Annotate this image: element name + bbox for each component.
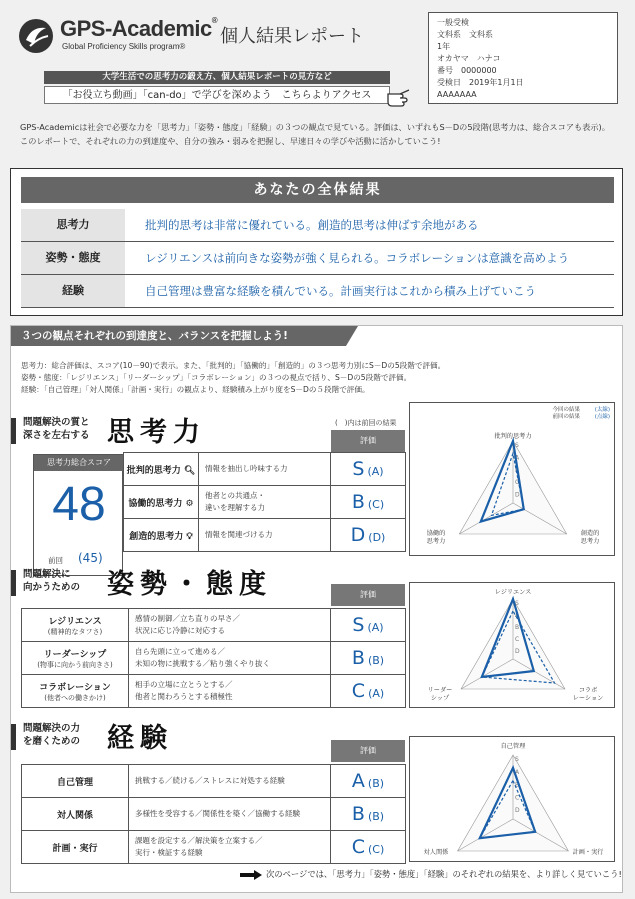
skill-grade: C (C) <box>331 831 406 864</box>
intro-line: このレポートで、それぞれの力の到達度や、自分の強み・弱みを把握し、早速日々の学びや活動に活かしていこう! <box>20 136 441 146</box>
radar-svg <box>410 737 616 863</box>
skill-description: 他者との共通点・ 違いを理解する力 <box>199 486 331 519</box>
details-desc: 経験：「自己管理」「対人関係」「計画・実行」の観点より、経験積み上がり度をS－Dの５段階で評価。 <box>21 385 370 394</box>
skill-description: 多様性を受容する／関係性を築く／協働する経験 <box>129 798 331 831</box>
skill-name: 創造的思考力 💡︎ <box>124 519 199 552</box>
skill-grade: S (A) <box>331 609 406 642</box>
radar-scale-label: S <box>515 756 519 763</box>
attitude-skills-table <box>21 608 406 708</box>
overall-row-label: 経験 <box>21 275 125 307</box>
details-title: ３つの観点それぞれの到達度と、バランスを把握しよう! <box>11 326 346 346</box>
gear-icon: ⚙ <box>185 498 194 509</box>
radar-scale-label: A <box>515 768 520 776</box>
attitude-caption: 問題解決に 向かうための <box>23 569 81 593</box>
student-info-line: 番号 0000000 <box>437 66 497 75</box>
skill-name: 自己管理 <box>22 765 129 798</box>
table-row <box>22 831 406 864</box>
attitude-radar-chart <box>409 582 615 708</box>
skill-grade: B (B) <box>331 642 406 675</box>
student-info-line: 1年 <box>437 42 451 51</box>
overall-results-title: あなたの全体結果 <box>21 177 614 203</box>
thinking-total-score: 48 <box>52 478 106 531</box>
eval-column-header: 評価 <box>331 584 405 606</box>
student-info-line: 受検日 2019年1月1日 <box>437 78 524 87</box>
radar-scale-label: B <box>515 624 520 631</box>
skill-name: 対人関係 <box>22 798 129 831</box>
radar-legend: 今回の結果 前回の結果 <box>552 407 580 420</box>
brand-name: GPS-Academic® <box>60 16 218 41</box>
thinking-heading: 思考力 <box>107 417 206 448</box>
radar-scale-label: D <box>515 491 520 499</box>
previous-score-label: 前回 <box>48 556 63 565</box>
radar-scale-label: A <box>515 612 520 619</box>
student-info-line: 文科系 文科系 <box>437 30 493 39</box>
overall-row-attitude <box>21 242 614 275</box>
brand-subtitle: Global Proficiency Skills program® <box>62 42 186 51</box>
radar-axis-label: 自己管理 <box>500 743 526 750</box>
lightbulb-icon: 💡︎ <box>186 531 193 542</box>
details-desc: 姿勢・態度：「レジリエンス」「リーダーシップ」「コラボレーション」の３つの視点で括り、S－Dの5段階で評価。 <box>21 373 412 382</box>
eval-column-header: 評価 <box>331 430 405 452</box>
overall-row-label: 姿勢・態度 <box>21 242 125 274</box>
table-row <box>22 675 406 708</box>
arrow-right-icon <box>240 870 262 880</box>
overall-row-text: 批判的思考は非常に優れている。創造的思考は伸ばす余地がある <box>145 218 479 232</box>
overall-row-text: レジリエンスは前向きな姿勢が強く見られる。コラボレーションは意識を高めよう <box>145 251 570 265</box>
previous-result-note: ( )内は前回の結果 <box>335 419 397 427</box>
skill-name: レジリエンス (精神的なタフさ) <box>22 609 129 642</box>
score-title: 思考力総合スコア <box>34 455 124 471</box>
thinking-score-card <box>33 454 123 576</box>
radar-scale-label: D <box>515 807 520 815</box>
skill-description: 相手の立場に立とうとする／ 他者と関わろうとする積極性 <box>129 675 331 708</box>
magnifier-icon: 🔍︎ <box>183 465 196 476</box>
skill-description: 情報を抽出し吟味する力 <box>199 453 331 486</box>
table-row <box>22 609 406 642</box>
page-title: 個人結果レポート <box>220 26 364 47</box>
radar-scale-label: C <box>515 794 520 802</box>
thinking-caption: 問題解決の質と 深さを左右する <box>23 417 90 441</box>
radar-axis-label: レジリエンス <box>494 589 532 596</box>
radar-scale-label: B <box>515 466 520 474</box>
attitude-heading: 姿勢・態度 <box>107 569 272 600</box>
details-panel <box>10 325 623 893</box>
radar-scale-label: B <box>515 781 520 789</box>
radar-scale-label: C <box>515 636 520 643</box>
section-marker <box>11 418 16 444</box>
thinking-skills-table <box>123 452 406 552</box>
section-marker <box>11 724 16 750</box>
skill-name: コラボレーション (他者への働きかけ) <box>22 675 129 708</box>
overall-row-experience <box>21 275 614 308</box>
skill-grade: B (C) <box>331 486 406 519</box>
skill-name: 計画・実行 <box>22 831 129 864</box>
table-row <box>22 642 406 675</box>
details-desc: 思考力：総合評価は、スコア(10－90)で表示。また、「批判的」「協働的」「創造的」の３つ思考力別にS－Dの5段階で評価。 <box>21 361 446 370</box>
radar-axis-label: 批判的思考力 <box>494 433 532 440</box>
skill-description: 情報を関連づける力 <box>199 519 331 552</box>
student-info-line: オカヤマ ハナコ <box>437 54 501 63</box>
experience-radar-chart <box>409 736 615 862</box>
student-info-line: AAAAAAA <box>437 90 477 99</box>
skill-name: 批判的思考力 🔍︎ <box>124 453 199 486</box>
skill-name: リーダーシップ (物事に向かう前向きさ) <box>22 642 129 675</box>
intro-line: GPS-Academicは社会で必要な力を「思考力」「姿勢・態度」「経験」の３つの観点で見ている。評価は、いずれもS－Dの5段階(思考力は、総合スコアも表示)。 <box>20 122 610 132</box>
radar-scale-label: S <box>515 442 519 449</box>
experience-skills-table <box>21 764 406 864</box>
gps-logo-icon <box>18 18 54 54</box>
skill-grade: B (B) <box>331 798 406 831</box>
radar-axis-label: 協働的 思考力 <box>426 530 446 545</box>
skill-grade: A (B) <box>331 765 406 798</box>
skill-grade: C (A) <box>331 675 406 708</box>
table-row <box>22 798 406 831</box>
student-info-line: 一般受検 <box>437 18 469 27</box>
radar-scale-label: C <box>515 479 520 487</box>
video-access-link[interactable]: 「お役立ち動画」「can-do」で学びを深めよう こちらよりアクセス <box>44 86 390 104</box>
skill-description: 挑戦する／続ける／ストレスに対処する経験 <box>129 765 331 798</box>
skill-grade: S (A) <box>331 453 406 486</box>
skill-description: 感情の制御／立ち直りの早さ／ 状況に応じ冷静に対応する <box>129 609 331 642</box>
skill-description: 課題を設定する／解決策を立案する／ 実行・検証する経験 <box>129 831 331 864</box>
radar-axis-label: 計画・実行 <box>572 849 604 856</box>
pointing-hand-icon[interactable] <box>386 84 412 108</box>
section-marker <box>11 570 16 596</box>
table-row <box>124 519 406 552</box>
overall-results-panel <box>10 168 623 316</box>
banner-caption: 大学生活での思考力の鍛え方、個人結果レポートの見方など <box>44 71 390 84</box>
experience-caption: 問題解決の力 を磨くための <box>23 723 81 747</box>
overall-row-text: 自己管理は豊富な経験を積んでいる。計画実行はこれから積み上げていこう <box>145 284 536 298</box>
previous-score-value: (45) <box>78 551 103 565</box>
student-info-box <box>428 12 618 104</box>
radar-axis-label: 対人関係 <box>423 849 449 856</box>
overall-row-thinking <box>21 209 614 242</box>
table-row <box>22 765 406 798</box>
eval-column-header: 評価 <box>331 740 405 762</box>
radar-axis-label: 創造的 思考力 <box>580 530 600 545</box>
experience-heading: 経験 <box>107 723 173 754</box>
radar-legend-keys: (太線) (点線) <box>594 407 610 420</box>
skill-description: 自ら先頭に立って進める／ 未知の物に挑戦する／粘り強くやり抜く <box>129 642 331 675</box>
details-title-tail <box>346 326 358 346</box>
intro-text <box>20 120 620 148</box>
next-page-note: 次のページでは、「思考力」「姿勢・態度」「経験」のそれぞれの結果を、より詳しく見ていこう! <box>266 869 622 879</box>
thinking-radar-chart <box>409 402 615 556</box>
radar-scale-label: D <box>515 648 520 655</box>
radar-axis-label: コラボ レーション <box>572 687 604 702</box>
table-row <box>124 486 406 519</box>
skill-name: 協働的思考力 ⚙ <box>124 486 199 519</box>
radar-scale-label: S <box>515 600 519 607</box>
skill-grade: D (D) <box>331 519 406 552</box>
radar-scale-label: A <box>515 454 520 462</box>
overall-row-label: 思考力 <box>21 209 125 241</box>
table-row <box>124 453 406 486</box>
radar-axis-label: リーダー シップ <box>427 687 453 702</box>
